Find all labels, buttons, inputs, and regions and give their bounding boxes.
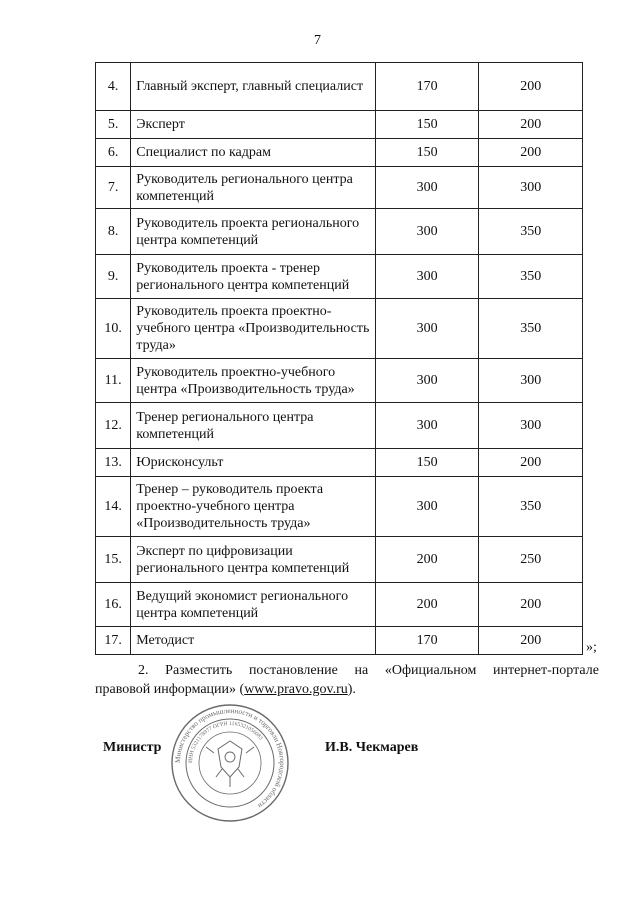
row-value-1: 300: [375, 209, 479, 255]
paragraph-word: на: [354, 663, 369, 678]
row-number: 8.: [96, 209, 131, 255]
row-position: Тренер – руководитель проекта проектно-учебного центра «Производительность труда»: [131, 477, 376, 537]
row-value-1: 300: [375, 167, 479, 209]
row-value-2: 300: [479, 403, 583, 449]
row-number: 13.: [96, 449, 131, 477]
row-number: 4.: [96, 63, 131, 111]
table-row: [96, 359, 583, 403]
row-value-2: 200: [479, 627, 583, 655]
seal-outer-text: Министерство промышленности и торговли Новгородской области: [173, 706, 287, 810]
staff-table: [95, 62, 583, 655]
row-value-2: 300: [479, 359, 583, 403]
table-row: [96, 167, 583, 209]
table-row: [96, 139, 583, 167]
paragraph-word: Разместить: [165, 663, 233, 678]
paragraph-line-2: [95, 680, 599, 699]
row-value-1: 300: [375, 359, 479, 403]
paragraph-2: [95, 661, 599, 699]
official-seal-stamp: [170, 703, 290, 823]
row-number: 10.: [96, 299, 131, 359]
row-value-2: 200: [479, 63, 583, 111]
seal-inner-text: ИНН 5321178977 ОГРН 1165321056083: [187, 720, 264, 764]
row-value-1: 200: [375, 583, 479, 627]
row-value-2: 350: [479, 209, 583, 255]
table-row: [96, 209, 583, 255]
row-number: 7.: [96, 167, 131, 209]
row-position: Эксперт: [131, 111, 376, 139]
row-value-2: 350: [479, 299, 583, 359]
row-position: Руководитель проектно-учебного центра «Производительность труда»: [131, 359, 376, 403]
paragraph-word: «Официальном: [384, 663, 477, 678]
table-row: [96, 583, 583, 627]
paragraph-word: интернет-портале: [493, 663, 599, 678]
row-value-2: 350: [479, 477, 583, 537]
table-row: [96, 537, 583, 583]
row-value-2: 200: [479, 111, 583, 139]
row-position: Специалист по кадрам: [131, 139, 376, 167]
row-position: Юрисконсульт: [131, 449, 376, 477]
row-position: Эксперт по цифровизации регионального центра компетенций: [131, 537, 376, 583]
row-position: Руководитель проекта - тренер регионального центра компетенций: [131, 255, 376, 299]
row-position: Методист: [131, 627, 376, 655]
row-number: 9.: [96, 255, 131, 299]
paragraph-line-2-suffix: ).: [347, 682, 356, 697]
paragraph-line-1: [95, 661, 599, 680]
row-position: Руководитель проекта регионального центра компетенций: [131, 209, 376, 255]
row-value-1: 170: [375, 63, 479, 111]
table-closing-quote: »;: [586, 640, 597, 655]
row-number: 11.: [96, 359, 131, 403]
row-value-1: 300: [375, 299, 479, 359]
row-value-1: 150: [375, 449, 479, 477]
row-number: 6.: [96, 139, 131, 167]
page-number: 7: [314, 33, 321, 48]
row-value-1: 150: [375, 111, 479, 139]
row-position: Ведущий экономист регионального центра компетенций: [131, 583, 376, 627]
row-value-1: 300: [375, 403, 479, 449]
row-number: 5.: [96, 111, 131, 139]
signature-title: Министр: [103, 740, 162, 755]
paragraph-word: 2.: [138, 663, 149, 678]
pravo-link[interactable]: www.pravo.gov.ru: [244, 682, 348, 697]
table-row: [96, 299, 583, 359]
table-row: [96, 63, 583, 111]
row-value-1: 150: [375, 139, 479, 167]
signature-name: И.В. Чекмарев: [325, 740, 419, 755]
row-position: Тренер регионального центра компетенций: [131, 403, 376, 449]
row-value-2: 200: [479, 449, 583, 477]
paragraph-line-2-prefix: правовой информации» (: [95, 682, 245, 697]
row-value-2: 200: [479, 139, 583, 167]
row-position: Главный эксперт, главный специалист: [131, 63, 376, 111]
row-value-2: 200: [479, 583, 583, 627]
row-position: Руководитель проекта проектно-учебного центра «Производительность труда»: [131, 299, 376, 359]
table-row: [96, 449, 583, 477]
row-value-1: 300: [375, 477, 479, 537]
table-row: [96, 111, 583, 139]
row-value-2: 350: [479, 255, 583, 299]
row-value-1: 170: [375, 627, 479, 655]
table-row: [96, 255, 583, 299]
paragraph-word: постановление: [248, 663, 338, 678]
table-row: [96, 627, 583, 655]
table-row: [96, 477, 583, 537]
row-number: 15.: [96, 537, 131, 583]
row-number: 12.: [96, 403, 131, 449]
table-row: [96, 403, 583, 449]
row-number: 17.: [96, 627, 131, 655]
row-number: 16.: [96, 583, 131, 627]
row-number: 14.: [96, 477, 131, 537]
row-value-2: 300: [479, 167, 583, 209]
row-value-1: 200: [375, 537, 479, 583]
row-value-2: 250: [479, 537, 583, 583]
row-value-1: 300: [375, 255, 479, 299]
row-position: Руководитель регионального центра компетенций: [131, 167, 376, 209]
